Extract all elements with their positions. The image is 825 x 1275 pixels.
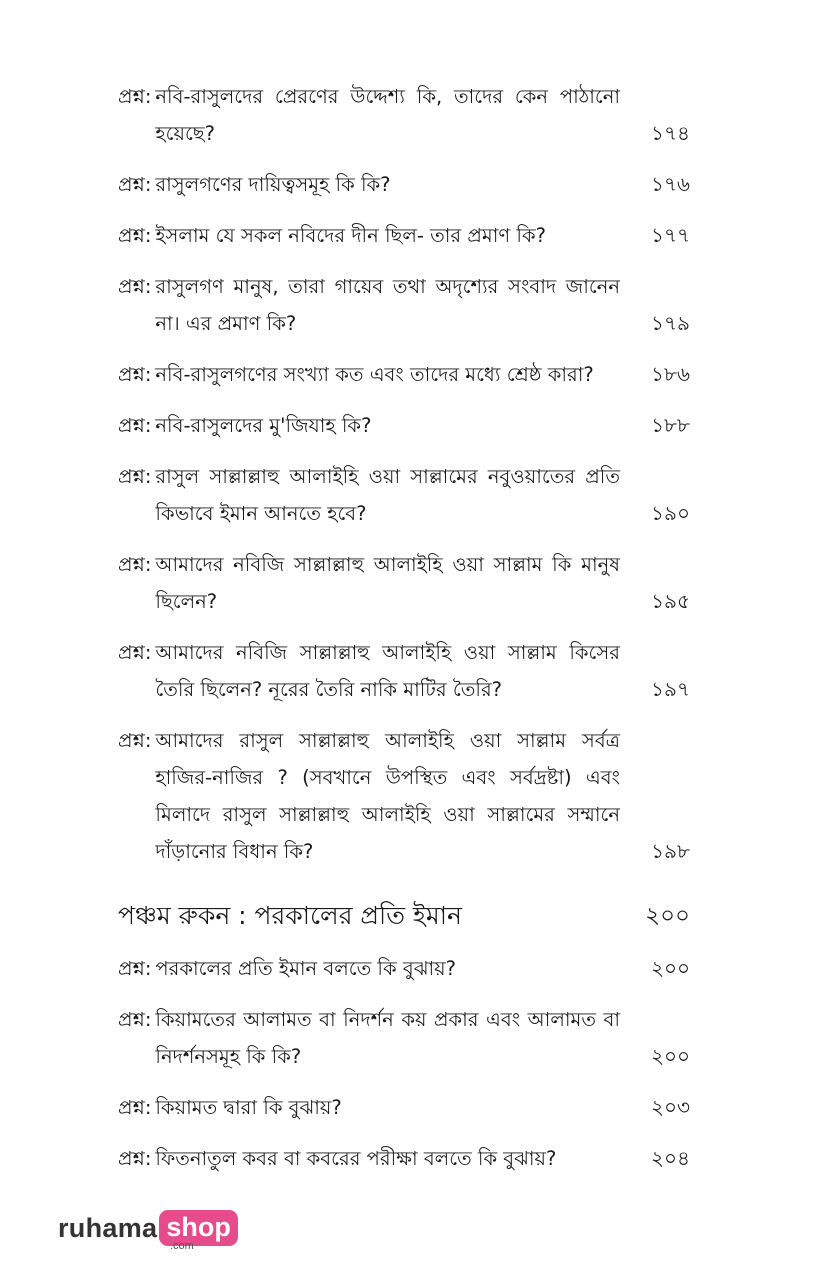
question-text: আমাদের নবিজি সাল্লাল্লাহু আলাইহি ওয়া সাল্লাম কি মানুষ ছিলেন? (155, 553, 620, 613)
logo-text-ruhama: ruhama (58, 1212, 158, 1243)
question-text: রাসুল সাল্লাল্লাহু আলাইহি ওয়া সাল্লামের নবুওয়াতের প্রতি কিভাবে ইমান আনতে হবে? (155, 465, 620, 525)
question-text: আমাদের রাসুল সাল্লাল্লাহু আলাইহি ওয়া সাল্লাম সর্বত্র হাজির-নাজির ? (সবখানে উপস্থিত এবং সর্বদ্রষ্টা) এবং মিলাদে রাসুল সাল্লাল্লাহু আলাইহি ওয়া সাল্লামের সম্মানে দাঁড়ানোর বিধান কি? (155, 729, 620, 863)
page-number: ২০৩ (650, 1095, 690, 1119)
question-text: নবি-রাসুলগণের সংখ্যা কত এবং তাদের মধ্যে শ্রেষ্ঠ কারা? (155, 363, 594, 386)
question-label: প্রশ্ন: (118, 465, 152, 488)
question-label: প্রশ্ন: (118, 1008, 152, 1031)
question-label: প্রশ্ন: (118, 1096, 152, 1119)
page-number: ১৭৬ (651, 172, 690, 196)
page-number: ১৯০ (651, 501, 690, 525)
question-text: রাসুলগণের দায়িত্বসমূহ কি কি? (155, 173, 391, 196)
question-label: প্রশ্ন: (118, 553, 152, 576)
page-number: ১৯৫ (651, 589, 690, 613)
toc-entry (118, 356, 698, 393)
question-label: প্রশ্ন: (118, 85, 152, 108)
question-label: প্রশ্ন: (118, 363, 152, 386)
section-title: পঞ্চম রুকন : পরকালের প্রতি ইমান (118, 901, 462, 930)
question-label: প্রশ্ন: (118, 414, 152, 437)
toc-entry (118, 217, 698, 254)
toc-entry (118, 722, 698, 870)
question-text: পরকালের প্রতি ইমান বলতে কি বুঝায়? (155, 957, 456, 980)
question-text: নবি-রাসুলদের প্রেরণের উদ্দেশ্য কি, তাদের কেন পাঠানো হয়েছে? (155, 85, 620, 145)
question-text: কিয়ামত দ্বারা কি বুঝায়? (155, 1096, 342, 1119)
page-number: ১৭৯ (651, 311, 690, 335)
question-label: প্রশ্ন: (118, 1147, 152, 1170)
section-heading (118, 896, 698, 936)
question-text: কিয়ামতের আলামত বা নিদর্শন কয় প্রকার এবং আলামত বা নিদর্শনসমূহ কি কি? (155, 1008, 620, 1068)
page-number: ১৮৬ (651, 362, 690, 386)
toc-entry (118, 268, 698, 342)
question-label: প্রশ্ন: (118, 641, 152, 664)
question-label: প্রশ্ন: (118, 224, 152, 247)
question-text: ইসলাম যে সকল নবিদের দীন ছিল- তার প্রমাণ কি? (155, 224, 546, 247)
toc-group-nabi (118, 78, 698, 870)
question-text: রাসুলগণ মানুষ, তারা গায়েব তথা অদৃশ্যের সংবাদ জানেন না। এর প্রমাণ কি? (155, 275, 620, 335)
toc-entry (118, 1001, 698, 1075)
toc-entry (118, 634, 698, 708)
page-number: ১৯৮ (651, 839, 690, 863)
page-number: ২০০ (650, 956, 690, 980)
toc-entry (118, 1089, 698, 1126)
toc-entry (118, 950, 698, 987)
toc-entry (118, 78, 698, 152)
section-page-number: ২০০ (645, 903, 690, 929)
publisher-logo (58, 1210, 238, 1252)
question-text: ফিতনাতুল কবর বা কবরের পরীক্ষা বলতে কি বুঝায়? (155, 1147, 557, 1170)
question-label: প্রশ্ন: (118, 173, 152, 196)
page-number: ১৮৮ (651, 413, 690, 437)
question-label: প্রশ্ন: (118, 729, 152, 752)
toc-entry (118, 407, 698, 444)
toc-group-akhirah (118, 950, 698, 1177)
page-number: ২০০ (650, 1044, 690, 1068)
toc-entry (118, 166, 698, 203)
logo-domain: .com (170, 1240, 194, 1252)
page-number: ২০৪ (651, 1146, 690, 1170)
page-number: ১৭৪ (651, 121, 690, 145)
page-number: ১৭৭ (651, 223, 690, 247)
question-label: প্রশ্ন: (118, 275, 152, 298)
table-of-contents (118, 78, 698, 1191)
question-label: প্রশ্ন: (118, 957, 152, 980)
toc-entry (118, 546, 698, 620)
question-text: নবি-রাসুলদের মু'জিযাহ কি? (155, 414, 372, 437)
toc-entry (118, 1140, 698, 1177)
logo-text-shop: shop (159, 1210, 238, 1246)
page-number: ১৯৭ (651, 677, 690, 701)
toc-entry (118, 458, 698, 532)
question-text: আমাদের নবিজি সাল্লাল্লাহু আলাইহি ওয়া সাল্লাম কিসের তৈরি ছিলেন? নূরের তৈরি নাকি মাটির তৈরি? (155, 641, 620, 701)
